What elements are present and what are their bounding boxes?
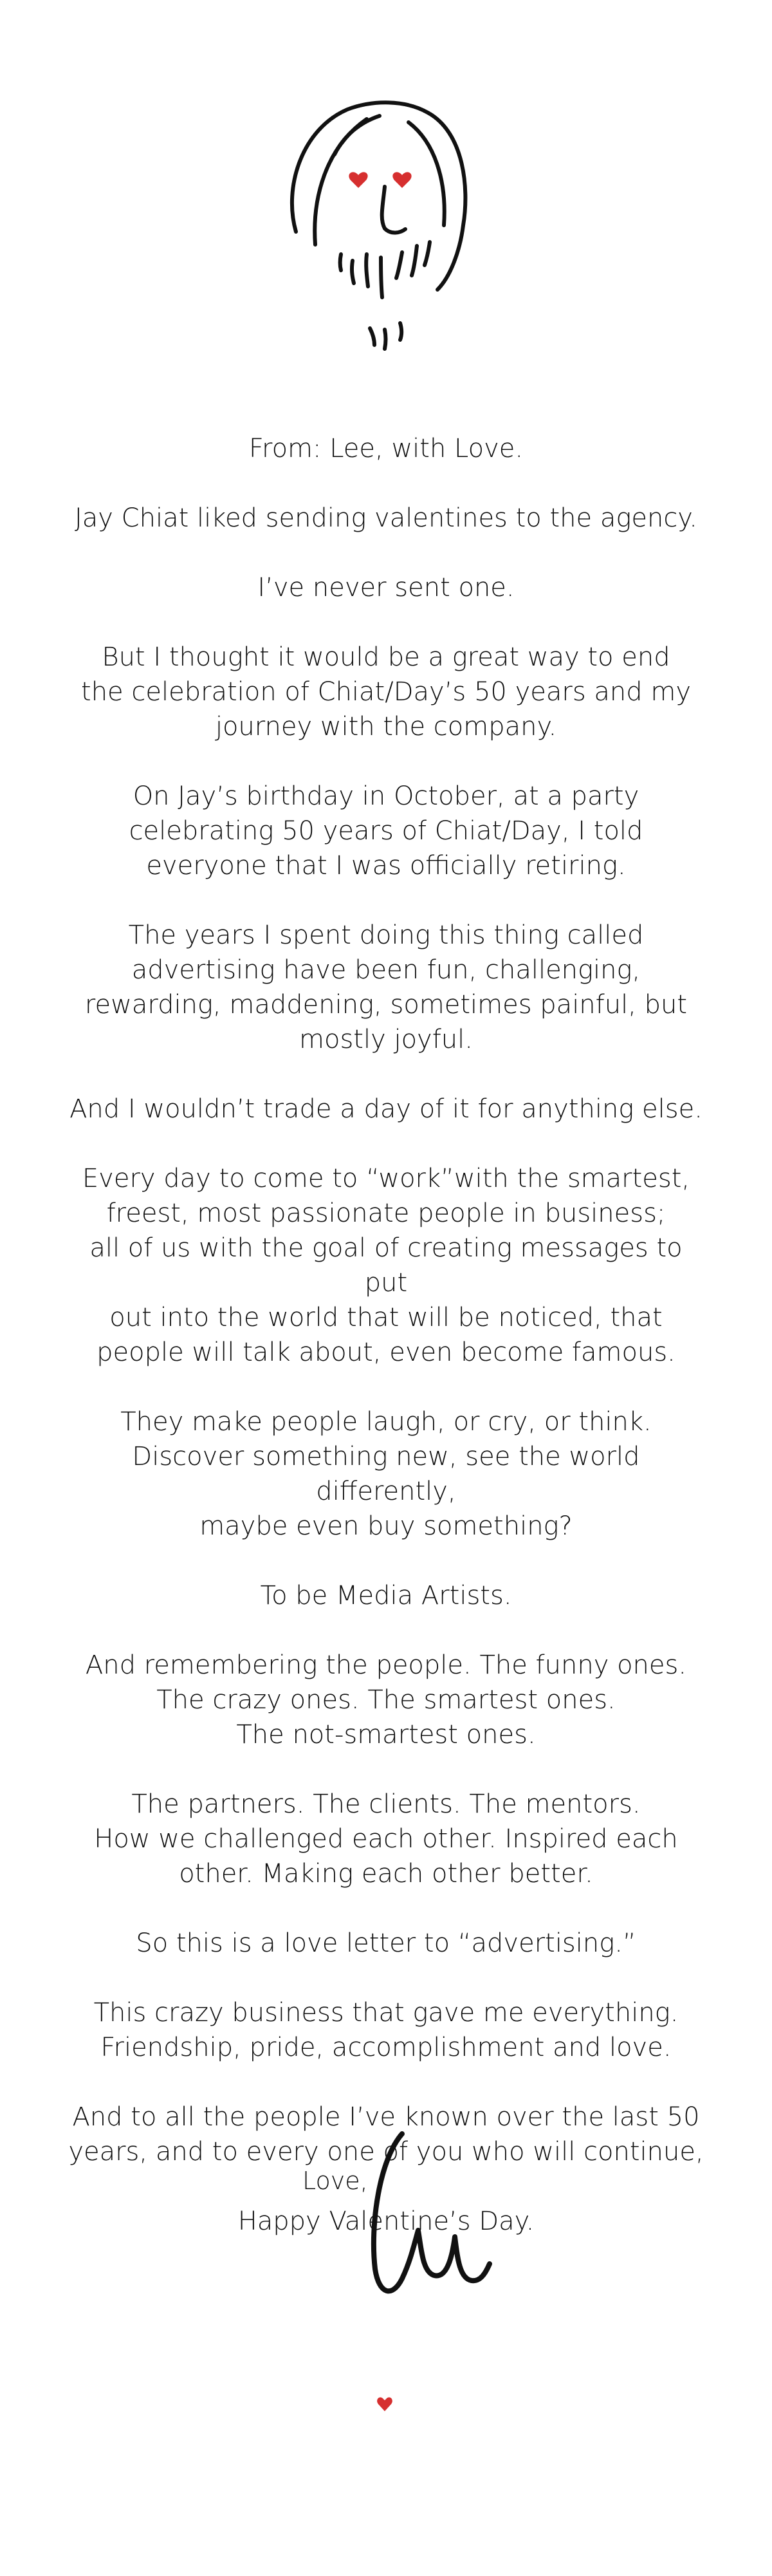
stubble-1 (340, 254, 342, 270)
letter-line: Happy Valentine’s Day. (237, 2207, 535, 2236)
letter-paragraph (64, 779, 708, 883)
letter-line: This crazy business that gave me everything. (93, 1998, 679, 2028)
letter-line: The partners. The clients. The mentors. (131, 1789, 641, 1819)
letter-line: people will talk about, even become famous. (96, 1338, 676, 1367)
letter-line: Friendship, pride, accomplishment and love. (100, 2033, 672, 2062)
letter-paragraph (64, 1405, 708, 1544)
letter-paragraph (64, 1926, 708, 1961)
letter-line: The not-smartest ones. (236, 1720, 536, 1750)
letter-line: the celebration of Chiat/Day’s 50 years and my (81, 677, 691, 707)
letter-line: other. Making each other better. (179, 1859, 593, 1889)
letter-paragraph (64, 1648, 708, 1752)
letter-paragraph (64, 1578, 708, 1613)
letter-line: years, and to every one of you who will continue, (68, 2137, 704, 2167)
letter-line: out into the world that will be noticed, that (109, 1303, 663, 1332)
letter-paragraph (64, 1787, 708, 1891)
letter-line: celebrating 50 years of Chiat/Day, I told (129, 816, 643, 846)
stubble-5 (396, 252, 402, 278)
letter-line: maybe even buy something? (199, 1511, 573, 1541)
footer-heart-icon (376, 2396, 393, 2413)
stubble-2 (352, 261, 354, 283)
signoff-text: Love, (302, 2167, 368, 2195)
letter-paragraph (64, 918, 708, 1057)
stubble-7 (425, 242, 430, 265)
hair-strand-left-2 (335, 116, 380, 154)
signature (363, 2121, 499, 2308)
letter-line: And I wouldn’t trade a day of it for anything else. (69, 1094, 703, 1124)
letter-line: The crazy ones. The smartest ones. (156, 1685, 616, 1715)
stubble-4 (381, 257, 382, 297)
letter-line: The years I spent doing this thing called (128, 920, 644, 950)
letter-paragraph (64, 570, 708, 605)
stubble-6 (412, 246, 417, 275)
letter-line: They make people laugh, or cry, or think. (120, 1407, 652, 1437)
letter-line: everyone that I was officially retiring. (146, 851, 626, 881)
letter-line: And remembering the people. The funny ones. (85, 1650, 687, 1680)
letter-paragraph (64, 1161, 708, 1370)
stubble-3 (366, 254, 368, 286)
letter-paragraph (64, 501, 708, 536)
letter-line: I’ve never sent one. (257, 573, 515, 602)
letter-line: To be Media Artists. (260, 1581, 512, 1610)
letter-line: On Jay’s birthday in October, at a party (133, 781, 639, 811)
chin-mark-3 (400, 323, 401, 340)
hair-strand-right (409, 122, 445, 225)
letter-body (64, 431, 708, 2239)
portrait-illustration (277, 97, 489, 367)
from-line: From: Lee, with Love. (248, 434, 524, 463)
letter-line: But I thought it would be a great way to end (102, 642, 670, 672)
chin-mark-1 (370, 328, 374, 345)
letter-paragraphs (64, 501, 708, 2239)
heart-eye-right (392, 172, 411, 188)
letter-line: And to all the people I’ve known over the last 50 (72, 2102, 700, 2132)
letter-paragraph (64, 1995, 708, 2065)
letter-paragraph (64, 1092, 708, 1126)
heart-eye-left (349, 172, 367, 188)
letter-line: advertising have been fun, challenging, (131, 955, 641, 985)
letter-line: mostly joyful. (299, 1025, 473, 1054)
letter-paragraph (64, 640, 708, 744)
letter-line: freest, most passionate people in business; (106, 1199, 666, 1228)
letter-line: rewarding, maddening, sometimes painful, but (84, 990, 688, 1020)
letter-line: all of us with the goal of creating messages to put (89, 1233, 683, 1298)
letter-line: Discover something new, see the world differently, (132, 1442, 640, 1506)
nose (382, 187, 405, 233)
chin-mark-2 (385, 330, 386, 349)
letter-line: So this is a love letter to “advertising.” (136, 1928, 636, 1958)
letter-line: How we challenged each other. Inspired each (94, 1824, 678, 1854)
letter-line: Jay Chiat liked sending valentines to the agency. (74, 503, 697, 533)
letter-line: Every day to come to “work”with the smartest, (82, 1164, 690, 1193)
letter-line: journey with the company. (215, 712, 557, 742)
